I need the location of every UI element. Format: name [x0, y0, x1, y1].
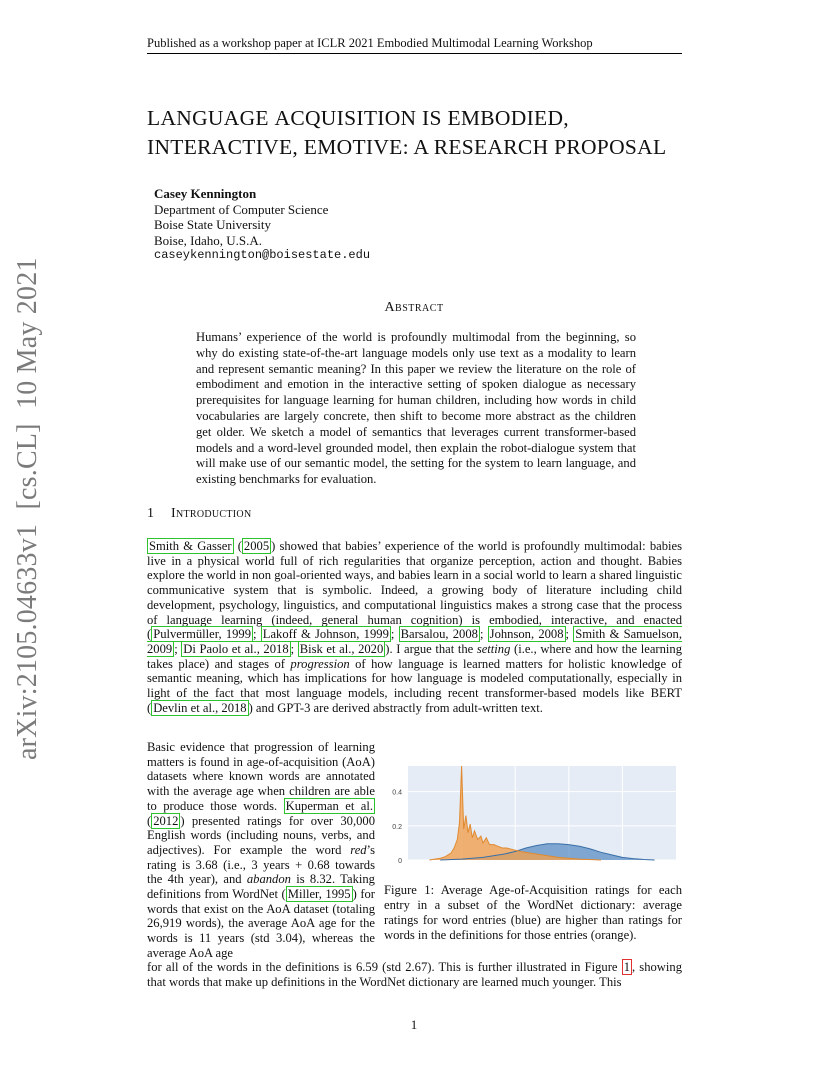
body-text: ’s rating is 3.68 (i.e., 3 years + 0.68 towards the 4th year), and [147, 842, 375, 887]
body-text: ) showed that babies’ experience of the world is profoundly multimodal: babies live in a physical world full of rich regularities that organize perception, action and thought. Babies explore the world in non goal-oriented ways, and babies learn in a social world to learn a shared linguistic communicative system that is symbolic. Indeed, a growing body of literature including child development, psychology, linguistics, and computational linguistics makes a strong case that the process of language learning (indeed, general human cognition) is embodied, interactive, and enacted ( [147, 539, 683, 642]
citation-link[interactable]: Barsalou, 2008 [400, 627, 478, 642]
body-text: ) presented ratings for over 30,000 English words (including nouns, verbs, and adjectives). For example the word [147, 813, 375, 857]
emphasis-text: setting [476, 641, 511, 656]
citation-link[interactable]: Lakoff & Johnson, 1999 [262, 627, 389, 642]
title-cap: E [303, 135, 318, 159]
aoa-chart [384, 762, 680, 872]
intro-paragraph: Smith & Gasser ( 2005 ) showed that babies’ experience of the world is profoundly multimodal: babies live in a physical world full of rich regularities that organize perception, action and thought. Babies explore the world in non goal-oriented ways, and babies learn in a social world to learn a shared linguistic communicative system that is symbolic. Indeed, a growing body of literature including child development, psychology, linguistics, and computational linguistics makes a strong case that the process of language learning (indeed, general human cognition) is embodied, interactive, and enacted ( Pulvermüller, 1999 ; Lakoff & Johnson, 1999 ; Barsalou, 2008 ; Johnson, 2008 ; Smith & Samuelson, 2009 ; Di Paolo et al., 2018 ; Bisk et al., 2020 ). I argue that the setting (i.e., where and how the learning takes place) and stages of progression of how language is learned matters for holistic knowledge of semantic meaning, which has implications for how language is modeled computationally, especially in light of the fact that most language models, including recent transformer-based models like BERT ( Devlin et al., 2018 ) and GPT-3 are derived abstractly from adult-written text. [147, 539, 683, 715]
title-cap: E [447, 106, 461, 130]
body-text: is 8.32. Taking definitions from WordNet ( [147, 872, 375, 902]
header-rule [147, 53, 682, 54]
abstract-heading: Abstract [384, 300, 444, 315]
section-number: 1 [147, 506, 154, 521]
citation-link[interactable]: 2012 [153, 813, 179, 828]
author-block [154, 186, 370, 264]
body-text: ) for words that exist on the AoA dataset (totaling 26,919 words), the average AoA age for the words is 11 years (std 3.04), whereas the average AoA age [147, 887, 375, 960]
author-email[interactable]: caseykennington@boisestate.edu [154, 248, 371, 262]
citation-link[interactable]: Bisk et al., 2020 [299, 641, 384, 656]
citation-link[interactable]: Miller, 1995 [287, 887, 351, 902]
title-small: ESEARCH [448, 135, 555, 159]
aoa-paragraph: Basic evidence that progression of learning matters is found in age-of-acquisition (AoA) datasets where known words are annotated with the average age when children are able to produce those words. Kuperman et al. ( 2012 ) presented ratings for over 30,000 English words (including nouns, verbs, and adjectives). For example the word red’s rating is 3.68 (i.e., 3 years + 0.68 towards the 4th year), and abandon is 8.32. Taking definitions from WordNet ( Miller, 1995 ) for words that exist on the AoA dataset (totaling 26,919 words), the average AoA age for the words is 11 years (std 3.04), whereas the average AoA age [147, 740, 375, 960]
citation-link[interactable]: Smith & Gasser [149, 539, 232, 553]
y-tick-label: 0 [398, 858, 402, 865]
body-text: ). I argue that the [385, 641, 477, 656]
title-cap: A [274, 106, 291, 130]
emphasis-text: progression [290, 656, 350, 671]
figure-caption: Figure 1: Average Age-of-Acquisition ratings for each entry in a subset of the WordNet dictionary: average ratings for word entries (blue) are higher than ratings for words in the definitions for those entries (orange). [384, 883, 682, 942]
title-small: NTERACTIVE, [154, 135, 304, 159]
body-text: ) and GPT-3 are derived abstractly from adult-written text. [248, 700, 543, 715]
arxiv-stamp: arXiv:2105.04633v1 [cs.CL] 10 May 2021 [12, 257, 43, 760]
body-text: (i.e., where and how the learning takes place) and stages of [147, 641, 682, 671]
title-cap: L [147, 106, 161, 130]
author-department: Department of Computer Science [154, 201, 329, 217]
continuation-paragraph [147, 960, 682, 989]
title-small: ANGUAGE [160, 106, 275, 130]
title-small: MBODIED, [460, 106, 569, 130]
section-title: Introduction [171, 506, 252, 521]
title-small: MOTIVE: A [317, 135, 434, 159]
citation-link[interactable]: Smith & Samuelson, 2009 [147, 627, 683, 656]
abstract-text: Humans’ experience of the world is profoundly multimodal from the beginning, so why do existing state-of-the-art language models only use text as a modality to learn and represent semantic meaning? In this paper we review the literature on the role of embodiment and emotion in the interactive setting of spoken dialogue as necessary prerequisites for language learning for human children, including how words in child vocabularies are largely concrete, then shift to become more abstract as the children get older. We sketch a model of semantics that leverages current transformer-based models and a word-level grounded model, then explain the robot-dialogue system that will make use of our semantic model, the setting for the system to learn language, and existing benchmarks for evaluation. [196, 330, 636, 487]
title-cap: I [147, 135, 155, 159]
running-header: Published as a workshop paper at ICLR 2021 Embodied Multimodal Learning Workshop [147, 36, 593, 50]
body-text: for all of the words in the definitions is 6.59 (std 2.67). This is further illustrated in Figure [147, 960, 622, 974]
citation-link[interactable]: Kuperman et al. [285, 798, 374, 813]
y-tick-label: 0.2 [392, 823, 402, 831]
figure-1 [384, 762, 680, 872]
body-text: , showing that words that make up definitions in the WordNet dictionary are learned much younger. This [147, 960, 682, 989]
section-heading [147, 506, 251, 522]
citation-link[interactable]: Johnson, 2008 [489, 627, 564, 642]
title-line-2 [147, 133, 707, 162]
citation-link[interactable]: 2005 [243, 539, 270, 553]
body-text: of how language is learned matters for holistic knowledge of semantic meaning, which has implications for how language is modeled computationally, especially in light of the fact that most language models, including recent transformer-based models like BERT ( [147, 656, 682, 715]
figure-ref-link[interactable]: 1 [623, 960, 630, 974]
title-small: CQUISITION IS [290, 106, 448, 130]
author-location: Boise, Idaho, U.S.A. [154, 232, 262, 248]
title-cap: R [433, 135, 449, 159]
author-university: Boise State University [154, 217, 271, 232]
body-text: Basic evidence that progression of learning matters is found in age-of-acquisition (AoA) datasets where known words are annotated with the average age when children are able to produce those words. [147, 740, 375, 813]
paper-title [147, 104, 707, 162]
author-name: Casey Kennington [154, 186, 257, 201]
emphasis-text: abandon [246, 872, 291, 887]
y-tick-label: 0.4 [392, 789, 402, 797]
citation-link[interactable]: Di Paolo et al., 2018 [183, 641, 289, 656]
citation-link[interactable]: Devlin et al., 2018 [153, 700, 247, 715]
emphasis-text: red [350, 842, 367, 857]
page-number: 1 [410, 1017, 418, 1032]
title-line-1 [147, 104, 707, 133]
title-cap: P [554, 135, 567, 159]
title-small: ROPOSAL [566, 135, 667, 159]
citation-link[interactable]: Pulvermüller, 1999 [153, 627, 252, 642]
